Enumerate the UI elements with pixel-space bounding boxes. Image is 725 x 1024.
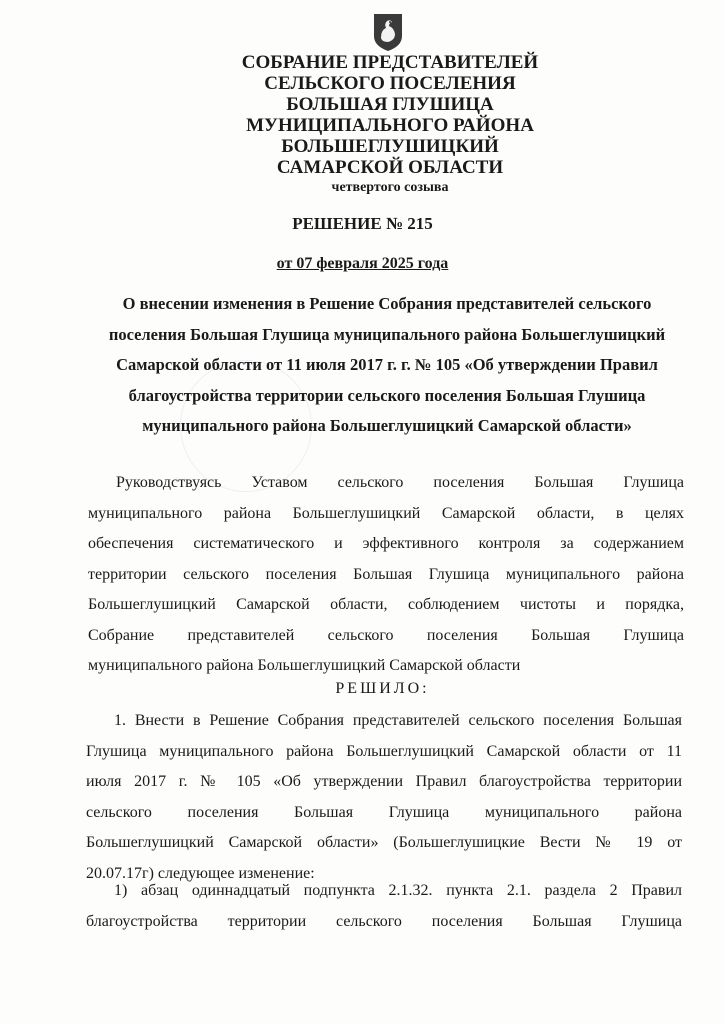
- preamble-line: Руководствуясь Уставом сельского поселения Большая Глушица: [116, 474, 684, 491]
- decision-date: от 07 февраля 2025 года: [276, 255, 449, 272]
- subject-line: благоустройства территории сельского поселения Большая Глушица: [128, 385, 646, 405]
- decision-subject: [92, 289, 682, 442]
- preamble-line: муниципального района Большеглушицкий Самарской области, в целях: [88, 504, 684, 522]
- preamble-line: муниципального района Большеглушицкий Самарской области: [88, 657, 521, 674]
- item-1-line: Большеглушицкий Самарской области» (Большеглушицкие Вести № 19 от: [86, 834, 682, 851]
- preamble-line: Собрание представителей сельского поселения Большая Глушица: [88, 626, 684, 644]
- header-line: БОЛЬШАЯ ГЛУШИЦА: [286, 94, 494, 115]
- preamble-line: территории сельского поселения Большая Глушица муниципального района: [88, 565, 684, 583]
- header-line: СОБРАНИЕ ПРЕДСТАВИТЕЛЕЙ: [241, 52, 539, 73]
- decision-number: РЕШЕНИЕ № 215: [292, 214, 433, 233]
- item-1-line: 20.07.17г) следующее изменение:: [86, 864, 315, 882]
- subject-line: О внесении изменения в Решение Собрания представителей сельского: [122, 294, 652, 313]
- subject-line: поселения Большая Глушица муниципального района Большеглушицкий: [108, 324, 666, 344]
- header-line: БОЛЬШЕГЛУШИЦКИЙ: [281, 136, 499, 157]
- preamble-paragraph: [88, 468, 684, 682]
- item-1-line: 1. Внести в Решение Собрания представителей сельского поселения Большая: [114, 712, 682, 729]
- subitem-1-line: 1) абзац одиннадцатый подпункта 2.1.32. пункта 2.1. раздела 2 Правил: [114, 882, 682, 899]
- header-line: САМАРСКОЙ ОБЛАСТИ: [276, 157, 504, 178]
- subject-line: муниципального района Большеглушицкий Самарской области»: [142, 416, 632, 435]
- issuing-body-header: [150, 52, 630, 198]
- subitem-1-line: благоустройства территории сельского поселения Большая Глушица: [86, 912, 682, 930]
- subject-line: Самарской области от 11 июля 2017 г. г. № 105 «Об утверждении Правил: [116, 355, 658, 374]
- header-line: СЕЛЬСКОГО ПОСЕЛЕНИЯ: [264, 73, 516, 94]
- header-line: МУНИЦИПАЛЬНОГО РАЙОНА: [246, 115, 534, 136]
- item-1-line: июля 2017 г. № 105 «Об утверждении Правил благоустройства территории: [86, 773, 682, 790]
- item-1-line: Глушица муниципального района Большеглушицкий Самарской области от 11: [86, 742, 682, 760]
- subitem-1-paragraph: [86, 876, 682, 937]
- convocation-label: четвертого созыва: [331, 180, 449, 195]
- samara-coat-of-arms-icon: [372, 12, 404, 52]
- preamble-line: обеспечения систематического и эффективного контроля за содержанием: [88, 535, 684, 552]
- resolved-heading: РЕШИЛО:: [335, 680, 430, 697]
- item-1-paragraph: [86, 706, 682, 889]
- preamble-line: Большеглушицкий Самарской области, соблюдением чистоты и порядка,: [88, 596, 684, 613]
- item-1-line: сельского поселения Большая Глушица муниципального района: [86, 803, 682, 821]
